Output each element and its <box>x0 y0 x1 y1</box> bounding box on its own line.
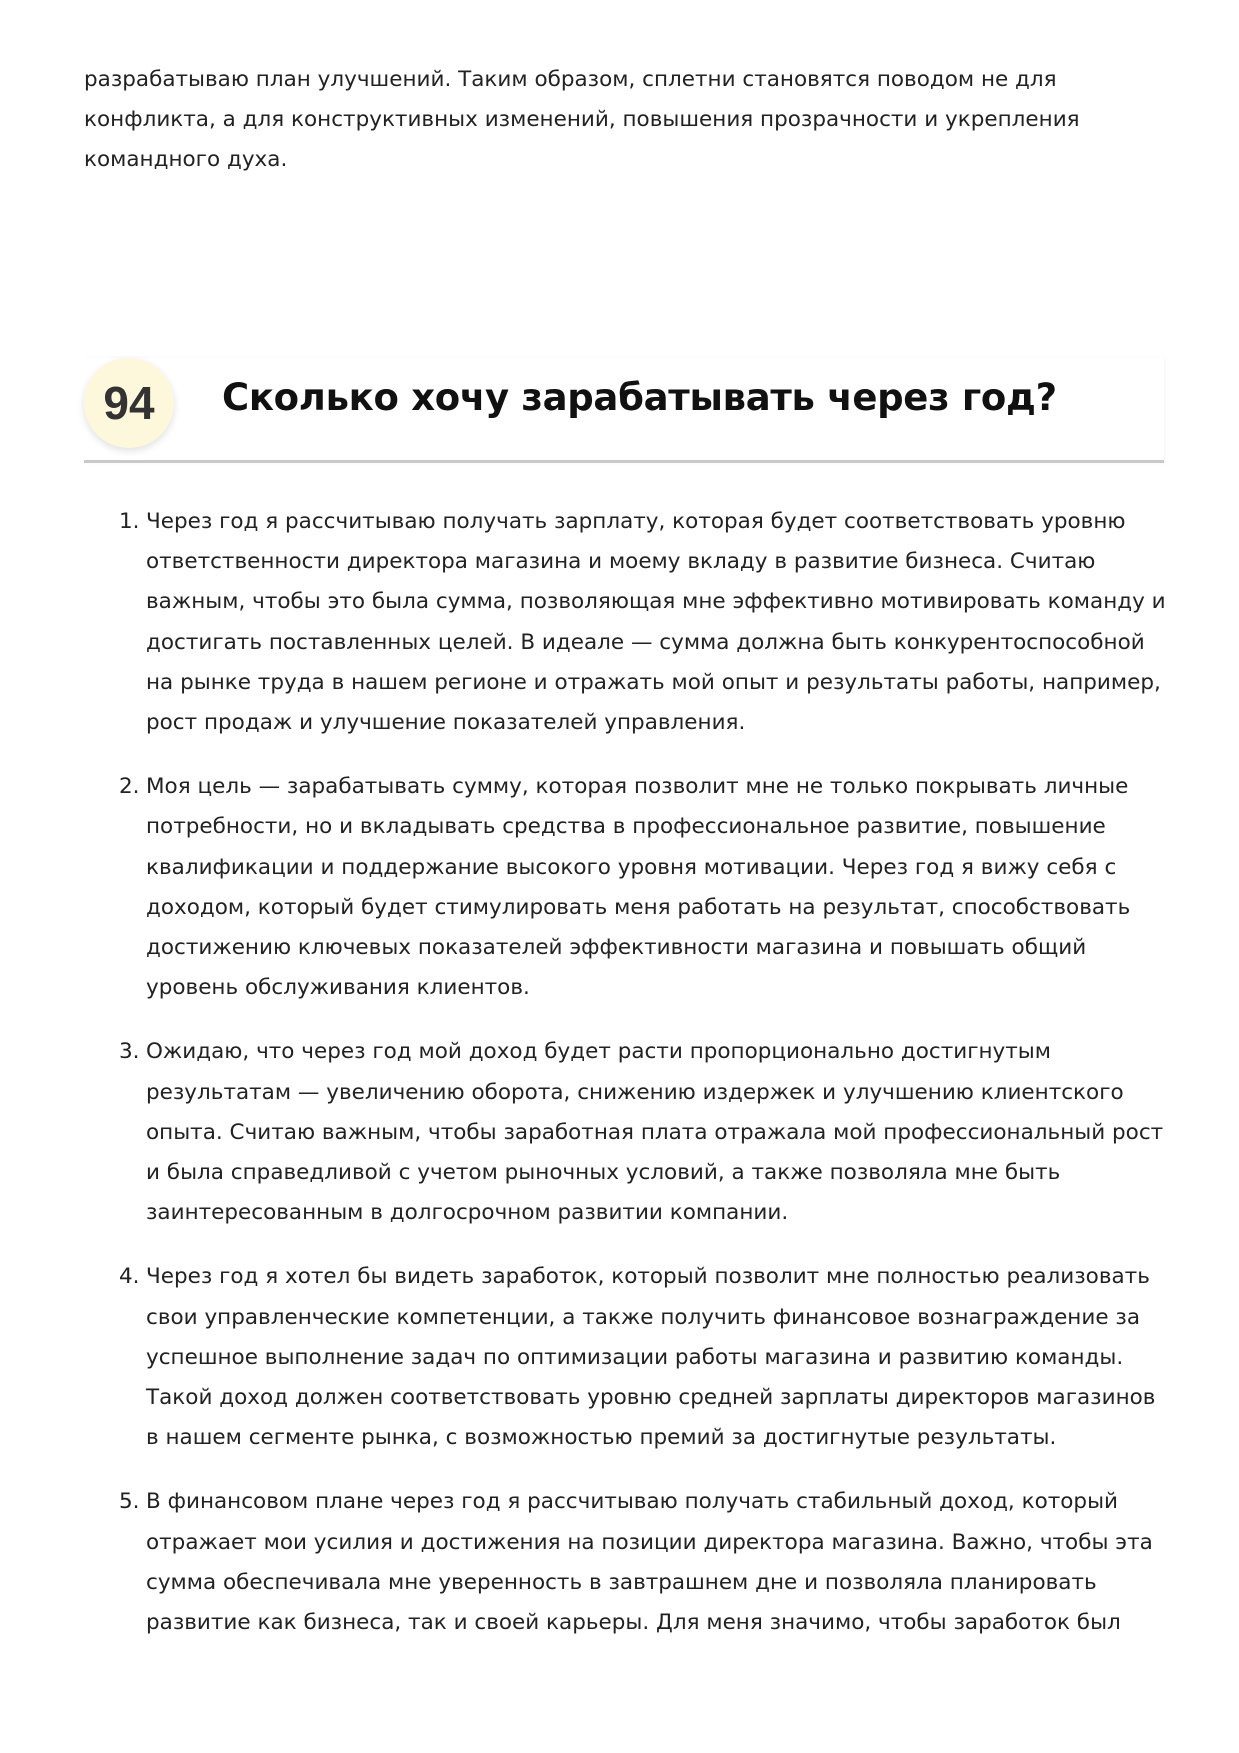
intro-paragraph: разрабатываю план улучшений. Таким образом, сплетни становятся поводом не для конфликта, а для конструктивных изменений, повышения прозрачности и укрепления командного духа. <box>84 67 1080 172</box>
answers-list <box>119 502 1166 1667</box>
list-item-number: 4. <box>119 1264 140 1290</box>
section-title: Сколько хочу зарабатывать через год? <box>222 376 1057 419</box>
list-item <box>119 1032 1166 1233</box>
list-item <box>119 1482 1166 1643</box>
list-item <box>119 502 1166 743</box>
list-item-text: В финансовом плане через год я рассчитываю получать стабильный доход, который отражает мои усилия и достижения на позиции директора магазина. Важно, чтобы эта сумма обеспечивала мне уверенность в завтрашнем дне и позволяла планировать развитие как бизнеса, так и своей карьеры. Для меня значимо, чтобы заработок был <box>146 1489 1153 1636</box>
list-item-number: 3. <box>119 1039 140 1065</box>
list-item-text: Через год я хотел бы видеть заработок, который позволит мне полностью реализовать свои управленческие компетенции, а также получить финансовое вознаграждение за успешное выполнение задач по оптимизации работы магазина и развитию команды. Такой доход должен соответствовать уровню средней зарплаты директоров магазинов в нашем сегменте рынка, с возможностью премий за достигнутые результаты. <box>146 1264 1156 1451</box>
section-header <box>84 358 1164 463</box>
list-item-number: 2. <box>119 774 140 800</box>
list-item-text: Через год я рассчитываю получать зарплату, которая будет соответствовать уровню ответственности директора магазина и моему вкладу в развитие бизнеса. Считаю важным, чтобы это была сумма, позволяющая мне эффективно мотивировать команду и достигать поставленных целей. В идеале — сумма должна быть конкурентоспособной на рынке труда в нашем регионе и отражать мой опыт и результаты работы, например, рост продаж и улучшение показателей управления. <box>146 509 1166 736</box>
list-item-text: Ожидаю, что через год мой доход будет расти пропорционально достигнутым результатам — увеличению оборота, снижению издержек и улучшению клиентского опыта. Считаю важным, чтобы заработная плата отражала мой профессиональный рост и была справедливой с учетом рыночных условий, а также позволяла мне быть заинтересованным в долгосрочном развитии компании. <box>146 1039 1164 1226</box>
list-item-text: Моя цель — зарабатывать сумму, которая позволит мне не только покрывать личные потребности, но и вкладывать средства в профессиональное развитие, повышение квалификации и поддержание высокого уровня мотивации. Через год я вижу себя с доходом, который будет стимулировать меня работать на результат, способствовать достижению ключевых показателей эффективности магазина и повышать общий уровень обслуживания клиентов. <box>146 774 1131 1001</box>
list-item-number: 1. <box>119 509 140 534</box>
list-item <box>119 1257 1166 1458</box>
section-number-badge: 94 <box>84 358 174 448</box>
list-item <box>119 767 1166 1008</box>
list-item-number: 5. <box>119 1489 140 1515</box>
